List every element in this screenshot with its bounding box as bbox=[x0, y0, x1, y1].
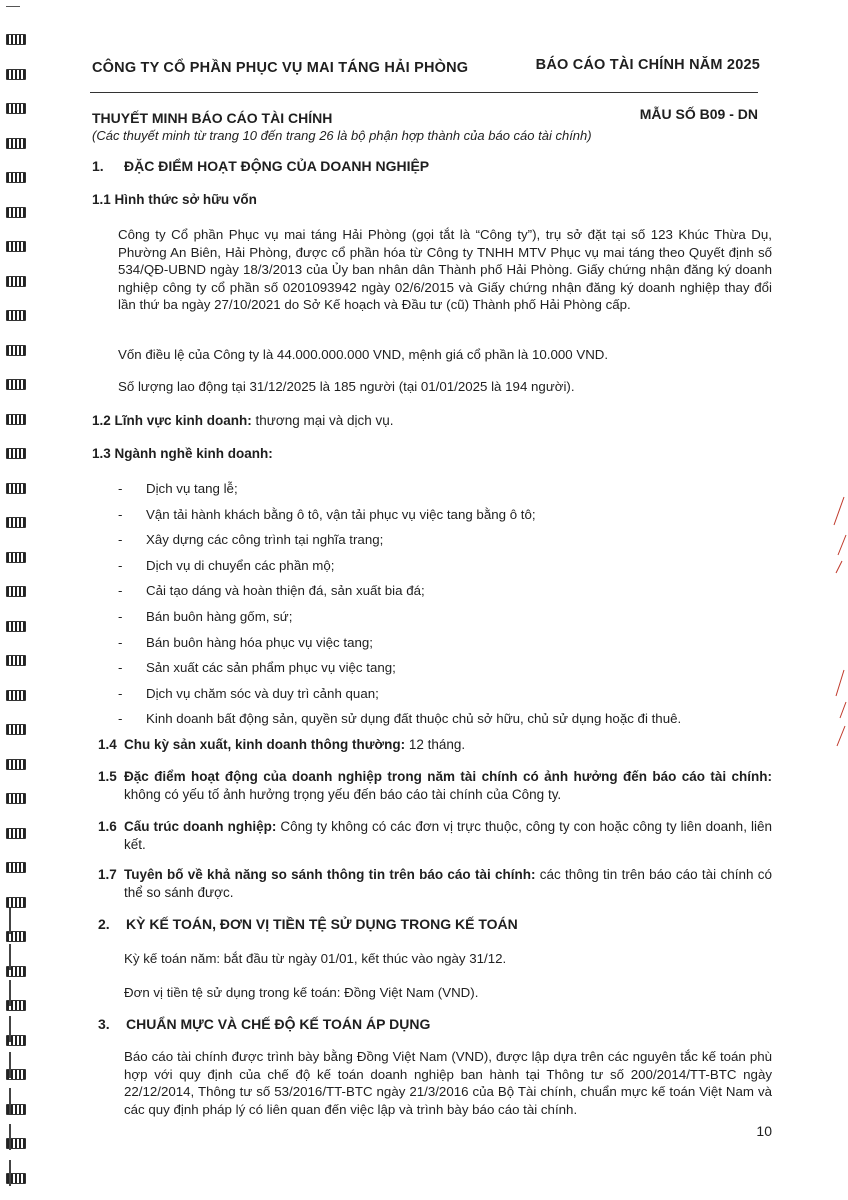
binding-clip bbox=[6, 793, 26, 804]
company-name: CÔNG TY CỔ PHẦN PHỤC VỤ MAI TÁNG HẢI PHÒNG bbox=[92, 60, 469, 76]
binding-rail bbox=[9, 980, 11, 1006]
list-item: - Bán buôn hàng hóa phục vụ việc tang; bbox=[118, 634, 373, 650]
section-1-3-heading: 1.3 Ngành nghề kinh doanh: bbox=[92, 446, 273, 461]
report-title: BÁO CÁO TÀI CHÍNH NĂM 2025 bbox=[535, 57, 760, 73]
fiscal-year-paragraph: Kỳ kế toán năm: bắt đầu từ ngày 01/01, kết thúc vào ngày 31/12. bbox=[124, 951, 507, 966]
binding-rail bbox=[9, 944, 11, 970]
binding-rail bbox=[9, 1016, 11, 1042]
section-1-2-text: thương mại và dịch vụ. bbox=[251, 413, 394, 428]
binding-clip bbox=[6, 345, 26, 356]
section-title: ĐẶC ĐIỂM HOẠT ĐỘNG CỦA DOANH NGHIỆP bbox=[124, 158, 430, 174]
charter-capital-paragraph: Vốn điều lệ của Công ty là 44.000.000.000 VND, mệnh giá cổ phần là 10.000 VND. bbox=[118, 347, 609, 362]
binding-clip bbox=[6, 724, 26, 735]
section-2-heading: 2. KỲ KẾ TOÁN, ĐƠN VỊ TIỀN TỆ SỬ DỤNG TRONG KẾ TOÁN bbox=[98, 916, 518, 932]
binding-clip bbox=[6, 310, 26, 321]
binding-clip bbox=[6, 621, 26, 632]
employees-paragraph: Số lượng lao động tại 31/12/2025 là 185 người (tại 01/01/2025 là 194 người). bbox=[118, 379, 575, 394]
section-1-4: 1.4 Chu kỳ sản xuất, kinh doanh thông thường: 12 tháng. bbox=[98, 737, 466, 752]
binding-clip bbox=[6, 759, 26, 770]
binding-clip bbox=[6, 103, 26, 114]
binding-clip bbox=[6, 34, 26, 45]
page-number: 10 bbox=[756, 1123, 772, 1139]
binding-clip bbox=[6, 241, 26, 252]
binding-clip bbox=[6, 828, 26, 839]
stamp-fragment bbox=[826, 668, 848, 748]
binding-rail bbox=[9, 1088, 11, 1114]
currency-paragraph: Đơn vị tiền tệ sử dụng trong kế toán: Đồng Việt Nam (VND). bbox=[124, 985, 479, 1000]
section-1-2-label: 1.2 Lĩnh vực kinh doanh: bbox=[92, 413, 252, 428]
scan-mark bbox=[6, 6, 20, 7]
binding-clip bbox=[6, 379, 26, 390]
binding-clip bbox=[6, 414, 26, 425]
header-divider bbox=[90, 92, 758, 93]
binding-rail bbox=[9, 1160, 11, 1186]
section-number: 1. bbox=[92, 158, 104, 174]
list-item: - Bán buôn hàng gốm, sứ; bbox=[118, 608, 293, 624]
binding-rail bbox=[9, 1052, 11, 1078]
section-1-5: 1.5 Đặc điểm hoạt động của doanh nghiệp trong năm tài chính có ảnh hưởng đến báo cáo tài chính: không có yếu tố ảnh hưởng trọng yếu đến báo cáo tài chính của Công ty. bbox=[98, 769, 772, 802]
binding-clip bbox=[6, 69, 26, 80]
section-1-heading bbox=[92, 158, 429, 174]
binding-clip bbox=[6, 897, 26, 908]
list-item: - Cải tạo dáng và hoàn thiện đá, sản xuất bia đá; bbox=[118, 583, 425, 599]
list-item: - Dịch vụ tang lễ; bbox=[118, 481, 238, 496]
section-1-2 bbox=[92, 413, 394, 428]
binding-rail bbox=[9, 1124, 11, 1150]
list-item: - Xây dựng các công trình tại nghĩa trang; bbox=[118, 532, 384, 548]
section-1-7: 1.7 Tuyên bố về khả năng so sánh thông tin trên báo cáo tài chính: các thông tin trên báo cáo tài chính có thể so sánh được. bbox=[98, 867, 772, 900]
business-activities-list bbox=[118, 480, 681, 736]
binding-clip bbox=[6, 448, 26, 459]
binding-clip bbox=[6, 655, 26, 666]
binding-rail bbox=[9, 908, 11, 934]
binding-clip bbox=[6, 690, 26, 701]
binding-clip bbox=[6, 586, 26, 597]
binding-clip bbox=[6, 517, 26, 528]
binding-clip bbox=[6, 552, 26, 563]
form-number: MẪU SỐ B09 - DN bbox=[639, 106, 758, 122]
list-item: - Kinh doanh bất động sản, quyền sử dụng đất thuộc chủ sở hữu, chủ sử dụng hoặc đi thuê. bbox=[118, 711, 682, 727]
list-item: - Dịch vụ di chuyển các phần mộ; bbox=[118, 557, 335, 573]
binding-clip bbox=[6, 483, 26, 494]
ownership-paragraph: Công ty Cổ phần Phục vụ mai táng Hải Phòng (gọi tắt là “Công ty”), trụ sở đặt tại số 123 Khúc Thừa Dụ, Phường An Biên, Hải Phòng, được cổ phần hóa từ Công ty TNHH MTV Phục vụ mai táng theo Quyết định số 534/QĐ-UBND ngày 18/3/2013 của Ủy ban nhân dân Thành phố Hải Phòng. Giấy chứng nhận đăng ký doanh nghiệp công ty cổ phần số 0201093942 ngày 02/6/2015 và Giấy chứng nhận đăng ký doanh nghiệp thay đổi lần thứ ba ngày 27/10/2021 do Sở Kế hoạch và Đầu tư (cũ) Thành phố Hải Phòng cấp. bbox=[118, 227, 772, 312]
document-title: THUYẾT MINH BÁO CÁO TÀI CHÍNH bbox=[92, 110, 333, 126]
binding-clip bbox=[6, 276, 26, 287]
binding-clip bbox=[6, 862, 26, 873]
binding-clip bbox=[6, 172, 26, 183]
section-1-6: 1.6 Cấu trúc doanh nghiệp: Công ty không có các đơn vị trực thuộc, công ty con hoặc công ty liên doanh, liên kết. bbox=[98, 819, 772, 852]
document-subtitle: (Các thuyết minh từ trang 10 đến trang 26 là bộ phận hợp thành của báo cáo tài chính) bbox=[92, 128, 592, 143]
list-item: - Dịch vụ chăm sóc và duy trì cảnh quan; bbox=[118, 685, 379, 701]
list-item: - Sản xuất các sản phẩm phục vụ việc tang; bbox=[118, 660, 396, 676]
stamp-fragment bbox=[826, 495, 848, 575]
binding-clip bbox=[6, 207, 26, 218]
accounting-standards-paragraph: Báo cáo tài chính được trình bày bằng Đồng Việt Nam (VND), được lập dựa trên các nguyên tắc kế toán phù hợp với quy định của chế độ kế toán doanh nghiệp ban hành tại Thông tư số 200/2014/TT-BTC ngày 22/12/2014, Thông tư số 53/2016/TT-BTC ngày 21/3/2016 của Bộ Tài chính, chuẩn mực kế toán Việt Nam và các quy định pháp lý có liên quan đến việc lập và trình bày báo cáo tài chính. bbox=[124, 1049, 772, 1117]
spiral-binding bbox=[0, 28, 30, 1200]
binding-clip bbox=[6, 138, 26, 149]
section-3-heading: 3. CHUẨN MỰC VÀ CHẾ ĐỘ KẾ TOÁN ÁP DỤNG bbox=[98, 1016, 431, 1032]
section-1-1-heading: 1.1 Hình thức sở hữu vốn bbox=[92, 192, 257, 207]
list-item: - Vận tải hành khách bằng ô tô, vận tải phục vụ việc tang bằng ô tô; bbox=[118, 506, 536, 522]
